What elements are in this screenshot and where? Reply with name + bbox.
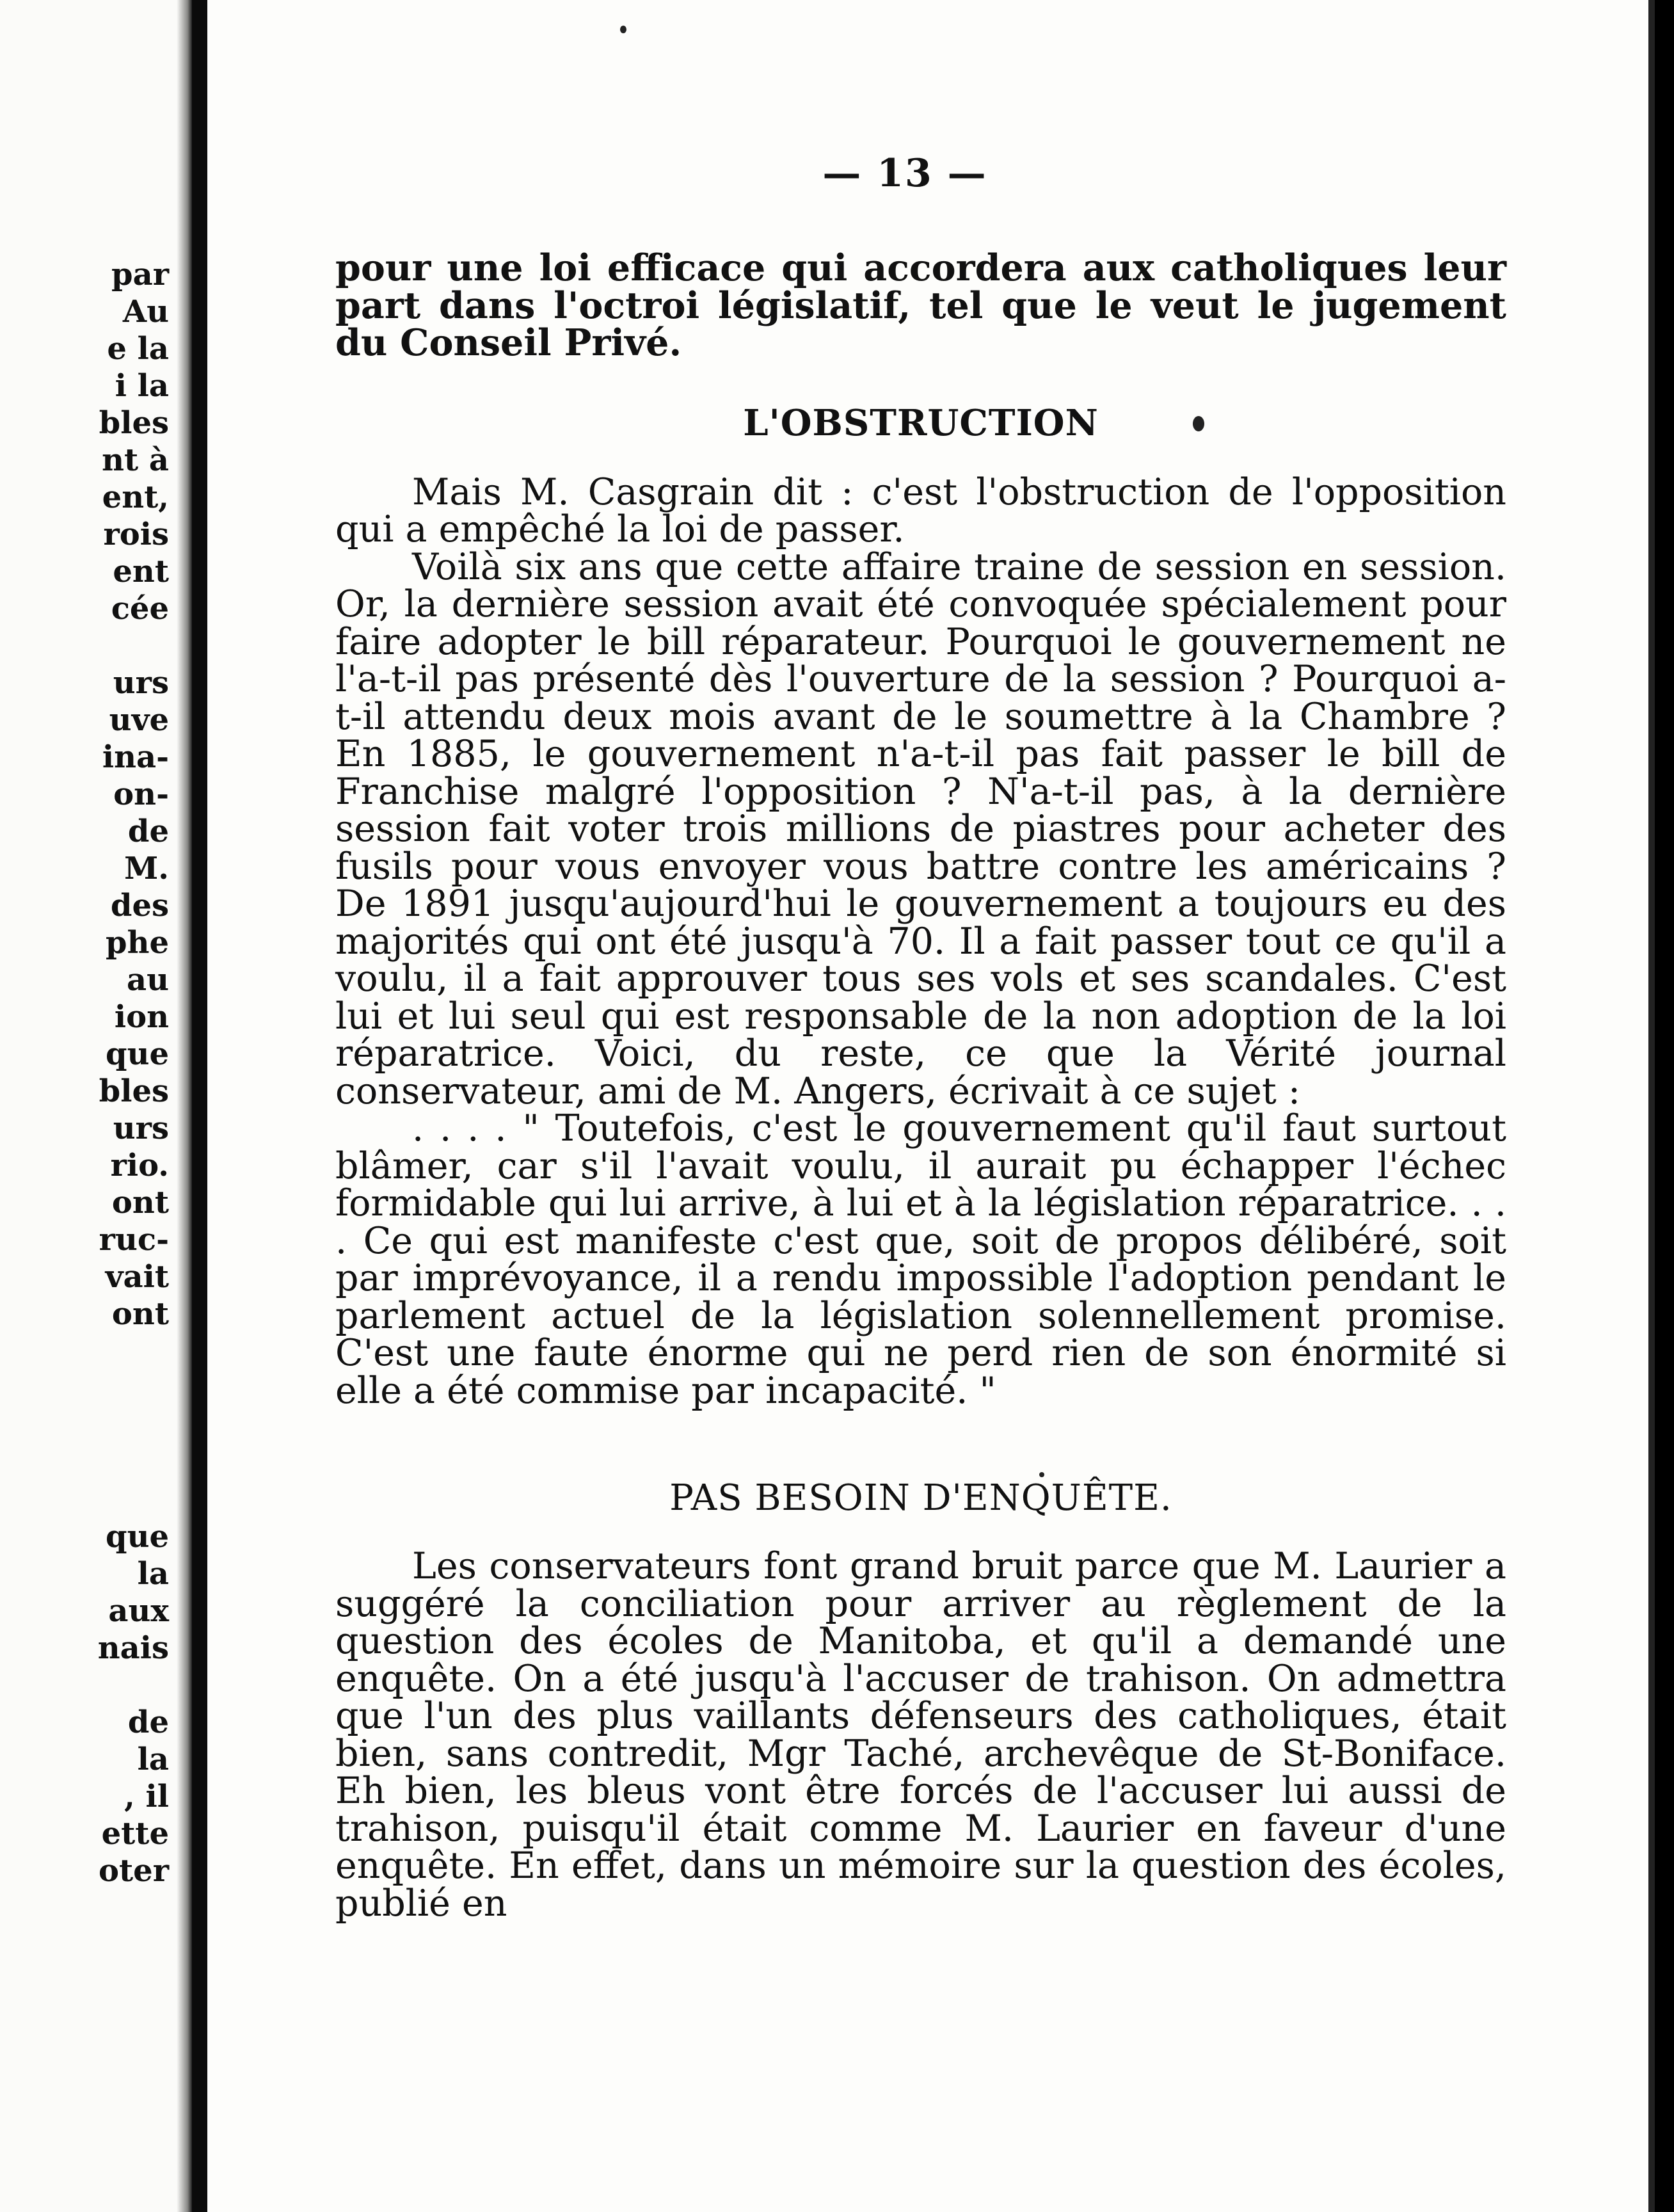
facing-page-line-end bbox=[41, 1370, 169, 1407]
facing-page-line-end bbox=[41, 627, 169, 664]
document-page bbox=[207, 0, 1655, 2212]
facing-page-line-end: de bbox=[127, 813, 169, 849]
facing-page-line-end: ina- bbox=[102, 739, 169, 775]
facing-page-line-end: ont bbox=[111, 1296, 169, 1332]
paragraph: Mais M. Casgrain dit : c'est l'obstruction de l'opposition qui a empêché la loi de passer. bbox=[335, 470, 1506, 550]
facing-page-line-end bbox=[41, 1667, 169, 1704]
facing-page-line-end: que bbox=[106, 1519, 169, 1555]
body-text bbox=[335, 246, 1506, 1925]
facing-page-line-end: ion bbox=[114, 999, 169, 1035]
facing-page-line-end: bles bbox=[99, 1073, 169, 1109]
facing-page-line-end: on- bbox=[113, 776, 169, 812]
facing-page-line-end: la bbox=[137, 1742, 169, 1777]
facing-page-line-end: bles bbox=[99, 405, 169, 441]
facing-page-line-end: ette bbox=[101, 1816, 169, 1852]
facing-page-line-end: phe bbox=[106, 925, 169, 961]
facing-page-line-end: urs bbox=[113, 665, 169, 701]
facing-page-line-end: Au bbox=[122, 294, 169, 330]
facing-page-line-end: urs bbox=[113, 1110, 169, 1146]
facing-page-line-end bbox=[41, 1444, 169, 1481]
facing-page-line-end: M. bbox=[124, 851, 169, 886]
facing-page-line-end: nt à bbox=[102, 442, 169, 478]
facing-page-line-end: la bbox=[137, 1556, 169, 1592]
print-speck bbox=[620, 26, 626, 33]
intro-paragraph: pour une loi efficace qui accordera aux catholiques leur part dans l'octroi législatif, tel que le veut le jugement du Conseil Privé. bbox=[335, 246, 1506, 364]
facing-page-line-end: par bbox=[111, 257, 169, 293]
paragraph: Les conservateurs font grand bruit parce que M. Laurier a suggéré la conciliation pour arriver au règlement de la question des écoles de Manitoba, et qu'il a demandé une enquête. On a été jusqu'à l'accuser de trahison. On admettra que l'un des plus vaillants défenseurs des catholiques, était bien, sans contredit, Mgr Taché, archevêque de St-Boniface. Eh bien, les bleus vont être forcés de l'accuser lui aussi de trahison, puisqu'il était comme M. Laurier en faveur d'une enquête. En effet, dans un mémoire sur la question des écoles, publié en bbox=[335, 1545, 1506, 1925]
facing-page-line-end bbox=[41, 1407, 169, 1444]
facing-page-line-end: au bbox=[127, 962, 169, 998]
facing-page-line-end: cée bbox=[111, 591, 169, 627]
facing-page-line-end: que bbox=[106, 1036, 169, 1072]
facing-page-line-end: oter bbox=[98, 1853, 169, 1889]
section-heading-obstruction: L'OBSTRUCTION bbox=[743, 401, 1099, 444]
facing-page-line-end: ont bbox=[111, 1185, 169, 1221]
facing-page-line-end: de bbox=[127, 1704, 169, 1740]
facing-page-line-end: nais bbox=[97, 1630, 169, 1666]
facing-page-line-end: ruc- bbox=[99, 1222, 169, 1258]
page-edge bbox=[1648, 0, 1655, 2212]
facing-page-line-end bbox=[41, 1481, 169, 1518]
facing-page-line-end: ent bbox=[113, 554, 169, 589]
facing-page-line-end bbox=[41, 1333, 169, 1370]
page-fold-shadow bbox=[177, 0, 192, 2212]
facing-page-line-end: vait bbox=[105, 1259, 169, 1295]
paragraph: Voilà six ans que cette affaire traine de session en session. Or, la dernière session avait été convoquée spécialement pour faire adopter le bill réparateur. Pourquoi le gouvernement ne l'a-t-il pas présenté dès l'ouverture de la session ? Pourquoi a-t-il attendu deux mois avant de le soumettre à la Chambre ? En 1885, le gouvernement n'a-t-il pas fait passer le bill de Franchise malgré l'opposition ? N'a-t-il pas, à la dernière session fait voter trois millions de piastres pour acheter des fusils pour vous envoyer vous battre contre les américains ? De 1891 jusqu'aujourd'hui le gouvernement a toujours eu des majorités qui ont été jusqu'à 70. Il a fait passer tout ce qu'il a voulu, il a fait approuver tous ses vols et ses scandales. C'est lui et lui seul qui est responsable de la non adoption de la loi réparatrice. Voici, du reste, ce que la Vérité journal conservateur, ami de M. Angers, écrivait à ce sujet : bbox=[335, 545, 1506, 1112]
facing-page-line-end: i la bbox=[115, 368, 169, 404]
page-number: — 13 — bbox=[822, 151, 987, 196]
facing-page-line-end: aux bbox=[108, 1593, 169, 1629]
quotation-paragraph: . . . . " Toutefois, c'est le gouvernement qu'il faut surtout blâmer, car s'il l'avait voulu, il aurait pu échapper l'échec formidable qui lui arrive, à lui et à la législation réparatrice. . . . Ce qui est manifeste c'est que, soit de propos délibéré, soit par imprévoyance, il a rendu impossible l'adoption pendant le parlement actuel de la législation solennellement promise. C'est une faute énorme qui ne perd rien de son énormité si elle a été commise par incapacité. " bbox=[335, 1107, 1506, 1412]
facing-page-line-end: e la bbox=[107, 331, 169, 367]
book-gutter bbox=[192, 0, 207, 2212]
facing-page-line-end: uve bbox=[109, 702, 169, 738]
facing-page-line-ends bbox=[41, 256, 169, 1889]
facing-page-line-end: rio. bbox=[110, 1148, 169, 1183]
section-heading-enquete: PAS BESOIN D'ENQUÊTE. bbox=[669, 1477, 1172, 1519]
facing-page-line-end: des bbox=[110, 888, 169, 924]
facing-page-line-end: , il bbox=[124, 1779, 169, 1815]
facing-page-line-end: rois bbox=[103, 517, 169, 552]
facing-page-fragment bbox=[0, 0, 192, 2212]
facing-page-line-end: ent, bbox=[102, 479, 169, 515]
